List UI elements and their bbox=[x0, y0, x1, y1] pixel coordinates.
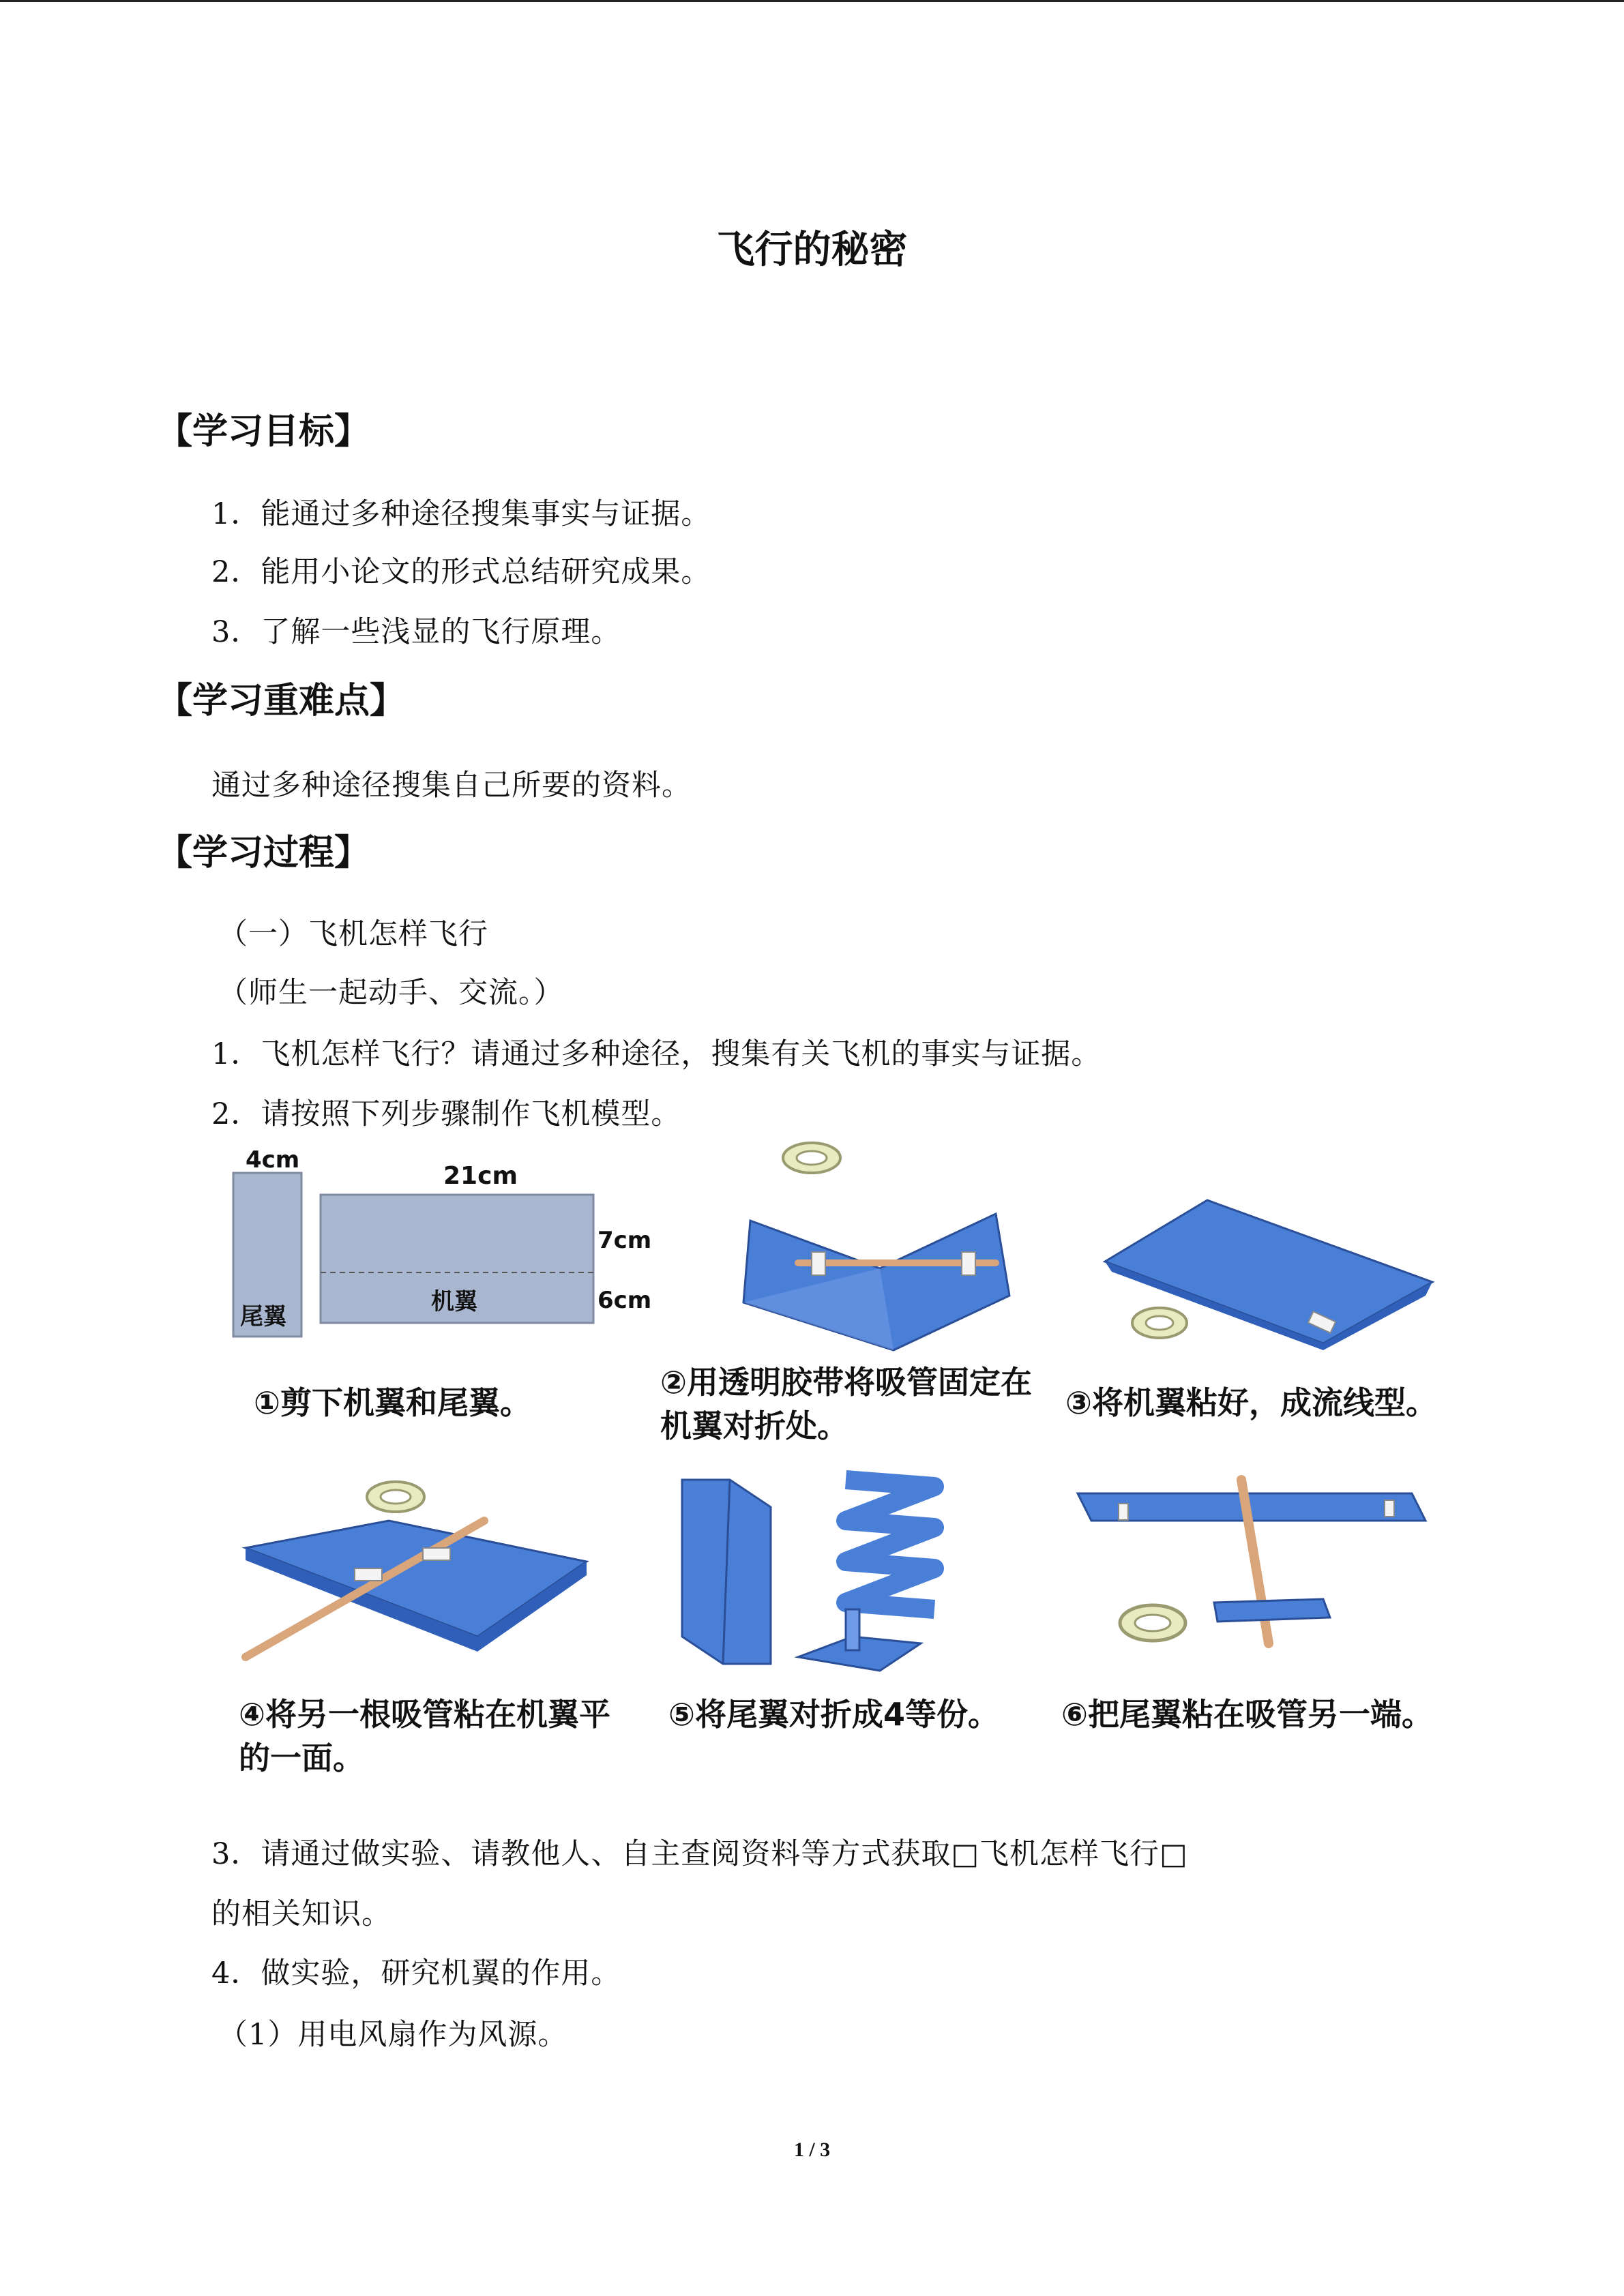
caption-step5: ⑤将尾翼对折成4等份。 bbox=[668, 1696, 999, 1733]
goal-item-1: 1．能通过多种途径搜集事实与证据。 bbox=[211, 497, 711, 531]
tail-label: 尾翼 bbox=[240, 1303, 286, 1330]
wing-top-label: 7cm bbox=[597, 1227, 652, 1254]
step2-illustration bbox=[723, 1132, 1037, 1364]
process-item-4: 4．做实验，研究机翼的作用。 bbox=[211, 1956, 621, 1991]
page-number: 1 / 3 bbox=[793, 2138, 831, 2161]
step5-illustration bbox=[675, 1466, 975, 1684]
step1-illustration bbox=[218, 1146, 652, 1350]
goal-item-3: 3．了解一些浅显的飞行原理。 bbox=[211, 615, 621, 649]
process-subheading: （一）飞机怎样飞行 bbox=[218, 917, 488, 951]
zigzag-tail bbox=[846, 1480, 934, 1609]
step6-illustration bbox=[1071, 1466, 1439, 1684]
process-item-1: 1．飞机怎样飞行？请通过多种途径，搜集有关飞机的事实与证据。 bbox=[211, 1037, 1102, 1071]
caption-step3: ③将机翼粘好，成流线型。 bbox=[1065, 1384, 1437, 1421]
caption-step1: ①剪下机翼和尾翼。 bbox=[254, 1384, 531, 1421]
process-item-3-line2: 的相关知识。 bbox=[211, 1897, 392, 1931]
step3-illustration bbox=[1084, 1152, 1439, 1357]
goal-item-2: 2．能用小论文的形式总结研究成果。 bbox=[211, 555, 711, 589]
wing-length-label: 21cm bbox=[443, 1162, 518, 1190]
caption-step4: ④将另一根吸管粘在机翼平的一面。 bbox=[239, 1696, 610, 1776]
attached-tail bbox=[1214, 1599, 1330, 1622]
process-heading: 【学习过程】 bbox=[157, 833, 370, 874]
key-heading: 【学习重难点】 bbox=[157, 681, 406, 721]
goals-heading: 【学习目标】 bbox=[157, 411, 370, 452]
process-item-2: 2．请按照下列步骤制作飞机模型。 bbox=[211, 1097, 681, 1131]
wing-label: 机翼 bbox=[431, 1288, 477, 1315]
caption-step6: ⑥把尾翼粘在吸管另一端。 bbox=[1061, 1696, 1433, 1733]
process-item-4-sub: （1）用电风扇作为风源。 bbox=[218, 2018, 568, 2052]
process-note: （师生一起动手、交流。） bbox=[218, 976, 564, 1010]
step4-illustration bbox=[218, 1466, 600, 1684]
page-title: 飞行的秘密 bbox=[716, 228, 908, 272]
top-border bbox=[0, 0, 1624, 2]
caption-step2: ②用透明胶带将吸管固定在机翼对折处。 bbox=[660, 1364, 1032, 1444]
process-item-3-line1: 3．请通过做实验、请教他人、自主查阅资料等方式获取□飞机怎样飞行□ bbox=[211, 1837, 1188, 1871]
tail-width-label: 4cm bbox=[246, 1146, 300, 1174]
wing-bottom-label: 6cm bbox=[597, 1287, 652, 1314]
key-text: 通过多种途径搜集自己所要的资料。 bbox=[211, 769, 692, 803]
